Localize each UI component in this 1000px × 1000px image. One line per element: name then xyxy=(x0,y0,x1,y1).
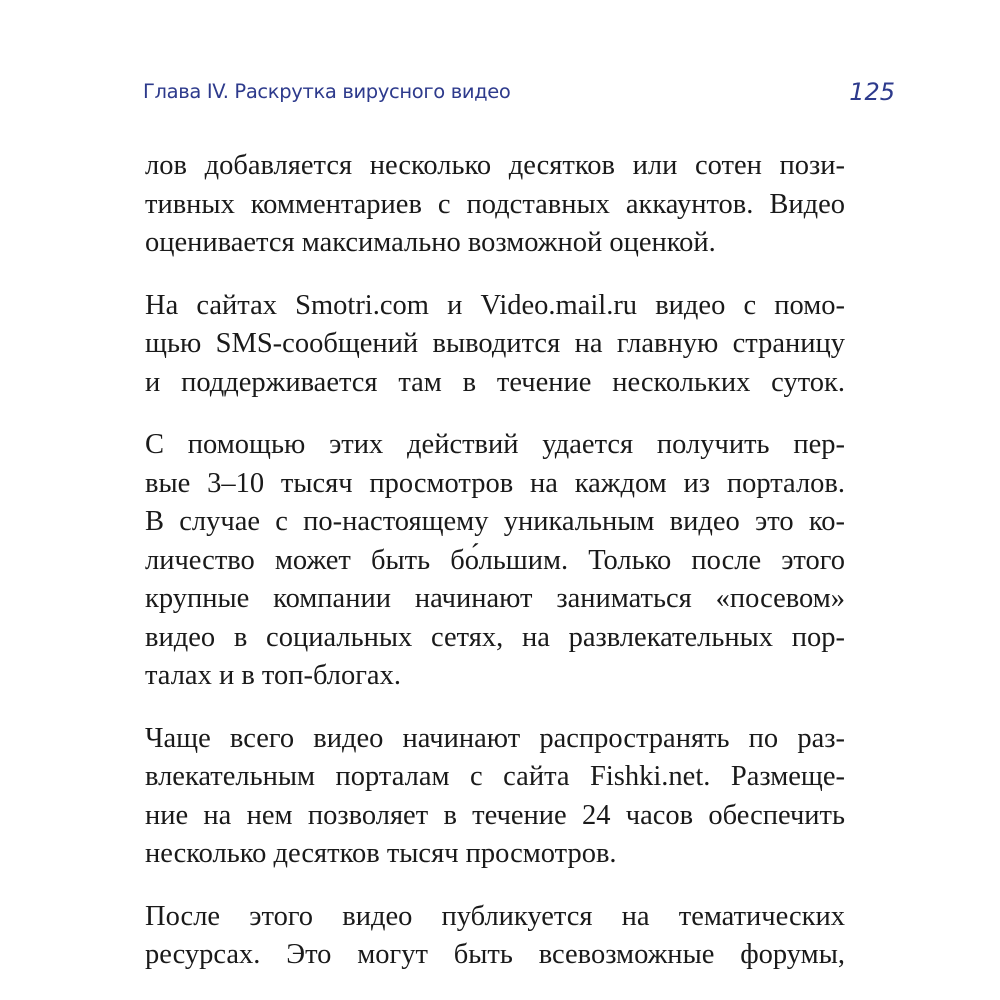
paragraph-3 xyxy=(145,426,845,696)
text-line: тивных комментариев с подставных аккаунтов. Видео xyxy=(145,188,845,220)
text-line: ресурсах. Это могут быть всевозможные форумы, xyxy=(145,939,845,970)
running-header xyxy=(143,78,895,114)
text-line: вые 3–10 тысяч просмотров на каждом из порталов. xyxy=(145,467,845,499)
text-line: оценивается максимально возможной оценкой. xyxy=(145,227,716,258)
page-number: 125 xyxy=(849,78,895,106)
text-line: крупные компании начинают заниматься «посевом» xyxy=(145,583,845,614)
paragraph-5 xyxy=(145,898,845,975)
text-line: видео в социальных сетях, на развлекательных пор- xyxy=(145,621,845,653)
text-line: После этого видео публикуется на тематических xyxy=(145,900,845,932)
text-line: В случае с по-настоящему уникальным видео это ко- xyxy=(145,506,845,537)
chapter-title: Глава IV. Раскрутка вирусного видео xyxy=(143,80,511,103)
text-line: щью SMS-сообщений выводится на главную страницу xyxy=(145,328,845,359)
text-line: несколько десятков тысяч просмотров. xyxy=(145,838,617,869)
paragraph-4 xyxy=(145,720,845,874)
text-line: личество может быть бо́льшим. Только после этого xyxy=(145,544,845,576)
text-line: и поддерживается там в течение нескольких суток. xyxy=(145,366,845,398)
text-line: талах и в топ-блогах. xyxy=(145,660,401,691)
text-line: влекательным порталам с сайта Fishki.net. Размеще- xyxy=(145,761,845,792)
text-line: лов добавляется несколько десятков или сотен пози- xyxy=(145,150,845,181)
text-line: ние на нем позволяет в течение 24 часов обеспечить xyxy=(145,799,845,831)
paragraph-2 xyxy=(145,287,845,403)
text-line: На сайтах Smotri.com и Video.mail.ru видео с помо- xyxy=(145,289,845,321)
text-line: С помощью этих действий удается получить пер- xyxy=(145,429,845,460)
text-line: Чаще всего видео начинают распространять по раз- xyxy=(145,722,845,754)
body-text xyxy=(145,147,845,999)
paragraph-1 xyxy=(145,147,845,263)
